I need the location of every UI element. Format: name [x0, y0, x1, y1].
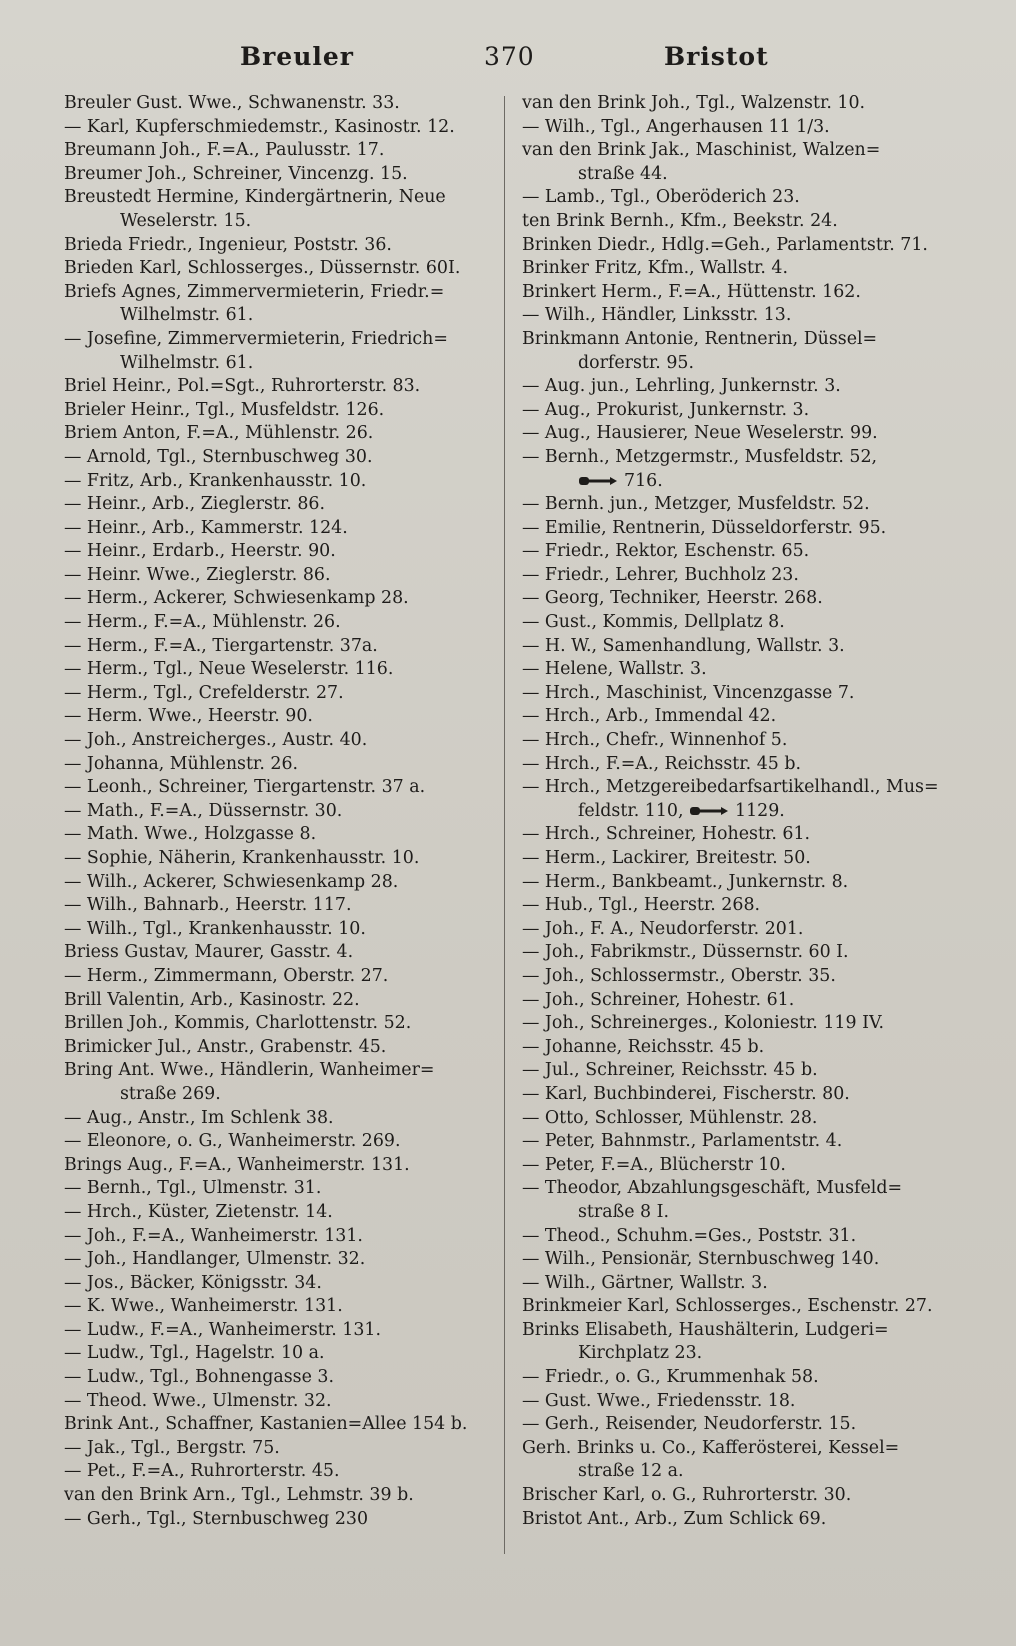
entry-line: — Heinr., Erdarb., Heerstr. 90.	[64, 541, 336, 562]
entry-line: — Johanne, Reichsstr. 45 b.	[522, 1036, 765, 1057]
entry-line: Brinken Diedr., Hdlg.=Geh., Parlamentstr. 71.	[522, 234, 928, 255]
directory-entry	[64, 1342, 488, 1366]
directory-entry	[64, 1272, 488, 1296]
entry-line: — Friedr., Lehrer, Buchholz 23.	[522, 564, 799, 585]
directory-entry	[522, 1272, 956, 1296]
entry-line: Breuler Gust. Wwe., Schwanenstr. 33.	[64, 93, 400, 113]
directory-entry	[64, 1460, 488, 1484]
entry-line: — H. W., Samenhandlung, Wallstr. 3.	[522, 635, 845, 656]
directory-entry	[522, 1319, 956, 1366]
entry-line: — Emilie, Rentnerin, Düsseldorferstr. 95.	[522, 517, 887, 538]
directory-entry	[522, 1083, 956, 1107]
entry-line: Briefs Agnes, Zimmervermieterin, Friedr.=	[64, 281, 445, 302]
directory-entry	[64, 1130, 488, 1154]
directory-entry	[64, 399, 488, 423]
directory-entry	[64, 658, 488, 682]
directory-entry	[64, 446, 488, 470]
entry-line: — Jul., Schreiner, Reichsstr. 45 b.	[522, 1060, 818, 1081]
directory-entry	[64, 1201, 488, 1225]
directory-entry	[64, 1390, 488, 1414]
entry-line: — Hrch., F.=A., Reichsstr. 45 b.	[522, 753, 802, 774]
directory-entry	[64, 965, 488, 989]
entry-line: — Heinr., Arb., Kammerstr. 124.	[64, 517, 348, 538]
directory-entry	[522, 1508, 956, 1532]
entry-line: — Hub., Tgl., Heerstr. 268.	[522, 895, 761, 916]
directory-entry	[522, 611, 956, 635]
entry-continuation: Weselerstr. 15.	[120, 210, 252, 231]
directory-entry	[522, 328, 956, 375]
entry-line: Brinker Fritz, Kfm., Wallstr. 4.	[522, 258, 788, 279]
entry-line: — Jak., Tgl., Bergstr. 75.	[64, 1437, 280, 1458]
entry-line: — Theod., Schuhm.=Ges., Poststr. 31.	[522, 1225, 857, 1246]
directory-entry	[64, 517, 488, 541]
entry-line: — Wilh., Bahnarb., Heerstr. 117.	[64, 895, 352, 916]
directory-entry	[522, 989, 956, 1013]
entry-line: — Bernh., Metzgermstr., Musfeldstr. 52,	[522, 446, 878, 467]
directory-entry	[522, 422, 956, 446]
page-number: 370	[484, 42, 535, 71]
entry-line: — Joh., Fabrikmstr., Düssernstr. 60 I.	[522, 942, 849, 963]
entry-line: — Gust., Kommis, Dellplatz 8.	[522, 612, 785, 633]
directory-entry	[522, 1437, 956, 1484]
directory-entry	[64, 1295, 488, 1319]
directory-entry	[64, 587, 488, 611]
directory-entry	[522, 776, 956, 823]
entry-line: — K. Wwe., Wanheimerstr. 131.	[64, 1296, 343, 1317]
entry-line: — Peter, Bahnmstr., Parlamentstr. 4.	[522, 1131, 843, 1152]
entry-line: Bring Ant. Wwe., Händlerin, Wanheimer=	[64, 1060, 435, 1081]
telephone-number: 716.	[624, 470, 663, 491]
entry-line: — Peter, F.=A., Blücherstr 10.	[522, 1154, 786, 1175]
directory-entry	[522, 493, 956, 517]
directory-entry	[64, 1413, 488, 1437]
directory-entry	[64, 163, 488, 187]
entry-line: Brinkmann Antonie, Rentnerin, Düssel=	[522, 328, 878, 349]
entry-line: — Helene, Wallstr. 3.	[522, 659, 707, 680]
entry-line: — Joh., Handlanger, Ulmenstr. 32.	[64, 1249, 366, 1270]
directory-entry	[64, 753, 488, 777]
entry-line: Brings Aug., F.=A., Wanheimerstr. 131.	[64, 1154, 410, 1175]
entry-line: Briess Gustav, Maurer, Gasstr. 4.	[64, 942, 354, 963]
directory-entry	[64, 1177, 488, 1201]
entry-line: — Eleonore, o. G., Wanheimerstr. 269.	[64, 1131, 401, 1152]
directory-entry	[64, 989, 488, 1013]
entry-continuation: straße 269.	[120, 1083, 221, 1104]
entry-line: — Herm., Zimmermann, Oberstr. 27.	[64, 965, 389, 986]
entry-text: feldstr. 110,	[578, 800, 690, 821]
entry-line: ten Brink Bernh., Kfm., Beekstr. 24.	[522, 210, 838, 231]
entry-line: Briem Anton, F.=A., Mühlenstr. 26.	[64, 423, 374, 444]
directory-entry	[64, 328, 488, 375]
entry-line: — Josefine, Zimmervermieterin, Friedrich=	[64, 328, 448, 349]
entry-continuation	[522, 800, 956, 824]
entry-line: van den Brink Joh., Tgl., Walzenstr. 10.	[522, 93, 866, 113]
entry-line: — Herm., F.=A., Tiergartenstr. 37a.	[64, 635, 378, 656]
right-column	[522, 92, 956, 1531]
directory-entry	[522, 210, 956, 234]
entry-line: Brinks Elisabeth, Haushälterin, Ludgeri=	[522, 1319, 889, 1340]
entry-line: — Aug., Hausierer, Neue Weselerstr. 99.	[522, 423, 878, 444]
entry-line: — Otto, Schlosser, Mühlenstr. 28.	[522, 1107, 818, 1128]
directory-entry	[64, 1036, 488, 1060]
directory-entry	[64, 1225, 488, 1249]
header-left-keyword: Breuler	[240, 42, 354, 71]
directory-entry	[522, 1036, 956, 1060]
entry-continuation: straße 8 I.	[578, 1201, 670, 1222]
entry-line: — Joh., Anstreicherges., Austr. 40.	[64, 730, 368, 751]
directory-entry	[522, 847, 956, 871]
entry-line: — Hrch., Küster, Zietenstr. 14.	[64, 1201, 333, 1222]
directory-entry	[522, 564, 956, 588]
entry-line: Brieda Friedr., Ingenieur, Poststr. 36.	[64, 234, 392, 255]
entry-line: Bristot Ant., Arb., Zum Schlick 69.	[522, 1508, 827, 1529]
directory-entry	[522, 918, 956, 942]
entry-line: — Johanna, Mühlenstr. 26.	[64, 753, 299, 774]
entry-line: — Karl, Buchbinderei, Fischerstr. 80.	[522, 1083, 850, 1104]
entry-line: — Gust. Wwe., Friedensstr. 18.	[522, 1390, 796, 1411]
entry-continuation: Kirchplatz 23.	[578, 1343, 703, 1364]
entry-line: — Friedr., o. G., Krummenhak 58.	[522, 1367, 819, 1388]
entry-line: — Friedr., Rektor, Eschenstr. 65.	[522, 541, 810, 562]
directory-entry	[64, 1107, 488, 1131]
directory-entry	[64, 705, 488, 729]
directory-entry	[522, 682, 956, 706]
directory-entry	[64, 823, 488, 847]
entry-line: — Ludw., Tgl., Hagelstr. 10 a.	[64, 1343, 325, 1364]
directory-entry	[522, 234, 956, 258]
directory-entry	[64, 941, 488, 965]
entry-continuation: Wilhelmstr. 61.	[120, 352, 254, 373]
entry-line: — Herm., Ackerer, Schwiesenkamp 28.	[64, 588, 409, 609]
directory-entry	[522, 658, 956, 682]
entry-line: — Heinr. Wwe., Zieglerstr. 86.	[64, 564, 331, 585]
entry-line: van den Brink Arn., Tgl., Lehmstr. 39 b.	[64, 1485, 414, 1506]
directory-entry	[522, 705, 956, 729]
entry-line: Brischer Karl, o. G., Ruhrorterstr. 30.	[522, 1485, 852, 1506]
entry-line: — Gerh., Reisender, Neudorferstr. 15.	[522, 1414, 857, 1435]
entry-line: — Ludw., F.=A., Wanheimerstr. 131.	[64, 1319, 381, 1340]
directory-entry	[522, 635, 956, 659]
entry-line: — Georg, Techniker, Heerstr. 268.	[522, 588, 823, 609]
entry-line: — Wilh., Ackerer, Schwiesenkamp 28.	[64, 871, 399, 892]
entry-line: — Theodor, Abzahlungsgeschäft, Musfeld=	[522, 1178, 903, 1199]
page-header	[0, 42, 1016, 78]
entry-line: — Hrch., Metzgereibedarfsartikelhandl., Mus=	[522, 777, 939, 798]
entry-line: Brink Ant., Schaffner, Kastanien=Allee 154 b.	[64, 1414, 468, 1435]
entry-line: van den Brink Jak., Maschinist, Walzen=	[522, 140, 881, 161]
directory-entry	[64, 800, 488, 824]
directory-entry	[64, 918, 488, 942]
header-right-keyword: Bristot	[664, 42, 769, 71]
directory-entry	[64, 493, 488, 517]
directory-entry	[64, 729, 488, 753]
directory-entry	[64, 116, 488, 140]
entry-line: Brieler Heinr., Tgl., Musfeldstr. 126.	[64, 399, 385, 420]
directory-entry	[64, 540, 488, 564]
directory-entry	[522, 1484, 956, 1508]
entry-line: — Wilh., Gärtner, Wallstr. 3.	[522, 1272, 768, 1293]
entry-line: — Wilh., Tgl., Angerhausen 11 1/3.	[522, 116, 830, 137]
directory-entry	[64, 1366, 488, 1390]
entry-line: — Heinr., Arb., Zieglerstr. 86.	[64, 494, 325, 515]
entry-line: — Wilh., Tgl., Krankenhausstr. 10.	[64, 918, 366, 939]
directory-entry	[64, 894, 488, 918]
entry-line: — Joh., F.=A., Wanheimerstr. 131.	[64, 1225, 363, 1246]
directory-entry	[522, 92, 956, 116]
directory-entry	[64, 635, 488, 659]
entry-line: — Joh., F. A., Neudorferstr. 201.	[522, 918, 804, 939]
directory-entry	[522, 1295, 956, 1319]
entry-line: — Math. Wwe., Holzgasse 8.	[64, 824, 317, 845]
entry-continuation: Wilhelmstr. 61.	[120, 305, 254, 326]
entry-line: — Gerh., Tgl., Sternbuschweg 230	[64, 1508, 369, 1529]
entry-line: — Jos., Bäcker, Königsstr. 34.	[64, 1272, 322, 1293]
entry-line: — Math., F.=A., Düssernstr. 30.	[64, 800, 343, 821]
entry-line: — Aug., Anstr., Im Schlenk 38.	[64, 1107, 334, 1128]
directory-entry	[64, 1319, 488, 1343]
directory-entry	[522, 1154, 956, 1178]
directory-entry	[64, 871, 488, 895]
directory-entry	[522, 1366, 956, 1390]
directory-entry	[64, 422, 488, 446]
directory-entry	[522, 587, 956, 611]
entry-line: — Hrch., Maschinist, Vincenzgasse 7.	[522, 682, 855, 703]
entry-line: Breumann Joh., F.=A., Paulusstr. 17.	[64, 140, 385, 161]
entry-continuation: straße 12 a.	[578, 1461, 684, 1482]
directory-entry	[522, 1059, 956, 1083]
directory-entry	[522, 517, 956, 541]
directory-entry	[522, 375, 956, 399]
entry-line: Briel Heinr., Pol.=Sgt., Ruhrorterstr. 83.	[64, 376, 421, 397]
directory-entry	[64, 1248, 488, 1272]
directory-entry	[64, 682, 488, 706]
directory-entry	[64, 234, 488, 258]
entry-line: — Pet., F.=A., Ruhrorterstr. 45.	[64, 1461, 340, 1482]
entry-line: Breustedt Hermine, Kindergärtnerin, Neue	[64, 187, 446, 208]
directory-entry	[64, 847, 488, 871]
entry-continuation	[522, 470, 956, 494]
entry-line: — Hrch., Arb., Immendal 42.	[522, 706, 777, 727]
directory-entry	[522, 446, 956, 493]
directory-entry	[522, 1390, 956, 1414]
directory-entry	[522, 304, 956, 328]
directory-entry	[522, 1177, 956, 1224]
directory-entry	[64, 375, 488, 399]
entry-line: — Bernh., Tgl., Ulmenstr. 31.	[64, 1178, 322, 1199]
entry-line: — Herm., F.=A., Mühlenstr. 26.	[64, 612, 341, 633]
directory-entry	[64, 1012, 488, 1036]
directory-entry	[64, 281, 488, 328]
entry-continuation: dorferstr. 95.	[578, 352, 694, 373]
directory-entry	[522, 1248, 956, 1272]
directory-entry	[64, 1484, 488, 1508]
entry-line: Brinkert Herm., F.=A., Hüttenstr. 162.	[522, 281, 861, 302]
entry-line: — Herm., Tgl., Neue Weselerstr. 116.	[64, 659, 394, 680]
entry-continuation: straße 44.	[578, 163, 668, 184]
entry-line: — Aug. jun., Lehrling, Junkernstr. 3.	[522, 376, 841, 397]
directory-entry	[522, 753, 956, 777]
directory-entry	[522, 186, 956, 210]
directory-entry	[522, 116, 956, 140]
directory-entry	[64, 1059, 488, 1106]
entry-line: — Ludw., Tgl., Bohnengasse 3.	[64, 1367, 334, 1388]
directory-entry	[522, 823, 956, 847]
directory-entry	[64, 776, 488, 800]
directory-entry	[64, 564, 488, 588]
entry-line: — Hrch., Schreiner, Hohestr. 61.	[522, 824, 811, 845]
directory-entry	[522, 1107, 956, 1131]
telephone-icon	[578, 474, 618, 488]
directory-entry	[522, 1130, 956, 1154]
entry-line: — Herm., Tgl., Crefelderstr. 27.	[64, 682, 344, 703]
entry-line: — Joh., Schlossermstr., Oberstr. 35.	[522, 965, 836, 986]
entry-line: Brieden Karl, Schlosserges., Düssernstr. 60I.	[64, 258, 461, 279]
directory-entry	[522, 1225, 956, 1249]
entry-line: — Joh., Schreiner, Hohestr. 61.	[522, 989, 795, 1010]
entry-line: — Fritz, Arb., Krankenhausstr. 10.	[64, 470, 367, 491]
entry-line: — Arnold, Tgl., Sternbuschweg 30.	[64, 446, 373, 467]
entry-line: Breumer Joh., Schreiner, Vincenzg. 15.	[64, 163, 408, 184]
entry-line: Brillen Joh., Kommis, Charlottenstr. 52.	[64, 1013, 412, 1034]
telephone-icon	[689, 804, 729, 818]
entry-line: — Hrch., Chefr., Winnenhof 5.	[522, 730, 788, 751]
directory-entry	[64, 186, 488, 233]
entry-line: Gerh. Brinks u. Co., Kafferösterei, Kessel=	[522, 1437, 900, 1458]
telephone-number: 1129.	[735, 800, 785, 821]
entry-line: — Sophie, Näherin, Krankenhausstr. 10.	[64, 848, 420, 868]
directory-entry	[522, 399, 956, 423]
entry-line: — Wilh., Händler, Linksstr. 13.	[522, 305, 792, 326]
directory-entry	[64, 1508, 488, 1532]
directory-entry	[522, 871, 956, 895]
entry-line: Brill Valentin, Arb., Kasinostr. 22.	[64, 989, 360, 1010]
entry-line: — Herm., Lackirer, Breitestr. 50.	[522, 848, 811, 868]
directory-entry	[522, 281, 956, 305]
directory-entry	[522, 1413, 956, 1437]
directory-entry	[522, 1012, 956, 1036]
entry-line: — Bernh. jun., Metzger, Musfeldstr. 52.	[522, 494, 870, 515]
directory-entry	[64, 139, 488, 163]
entry-line: — Aug., Prokurist, Junkernstr. 3.	[522, 399, 810, 420]
entry-line: Brimicker Jul., Anstr., Grabenstr. 45.	[64, 1036, 387, 1057]
entry-line: — Herm., Bankbeamt., Junkernstr. 8.	[522, 871, 849, 892]
directory-entry	[64, 470, 488, 494]
entry-line: — Theod. Wwe., Ulmenstr. 32.	[64, 1390, 332, 1411]
directory-entry	[522, 729, 956, 753]
directory-entry	[64, 92, 488, 116]
directory-entry	[522, 965, 956, 989]
directory-entry	[64, 257, 488, 281]
entry-line: — Karl, Kupferschmiedemstr., Kasinostr. 12.	[64, 116, 455, 137]
directory-entry	[64, 1437, 488, 1461]
directory-entry	[64, 611, 488, 635]
entry-line: — Leonh., Schreiner, Tiergartenstr. 37 a.	[64, 777, 426, 798]
directory-entry	[64, 1154, 488, 1178]
directory-entry	[522, 540, 956, 564]
entry-line: — Herm. Wwe., Heerstr. 90.	[64, 706, 313, 727]
directory-entry	[522, 941, 956, 965]
entry-line: Brinkmeier Karl, Schlosserges., Eschenstr. 27.	[522, 1296, 933, 1317]
entry-line: — Wilh., Pensionär, Sternbuschweg 140.	[522, 1249, 880, 1270]
column-divider	[504, 96, 505, 1554]
entry-line: — Lamb., Tgl., Oberöderich 23.	[522, 187, 800, 208]
directory-entry	[522, 139, 956, 186]
left-column	[64, 92, 488, 1531]
directory-entry	[522, 894, 956, 918]
entry-line: — Joh., Schreinerges., Koloniestr. 119 IV.	[522, 1013, 884, 1034]
directory-entry	[522, 257, 956, 281]
